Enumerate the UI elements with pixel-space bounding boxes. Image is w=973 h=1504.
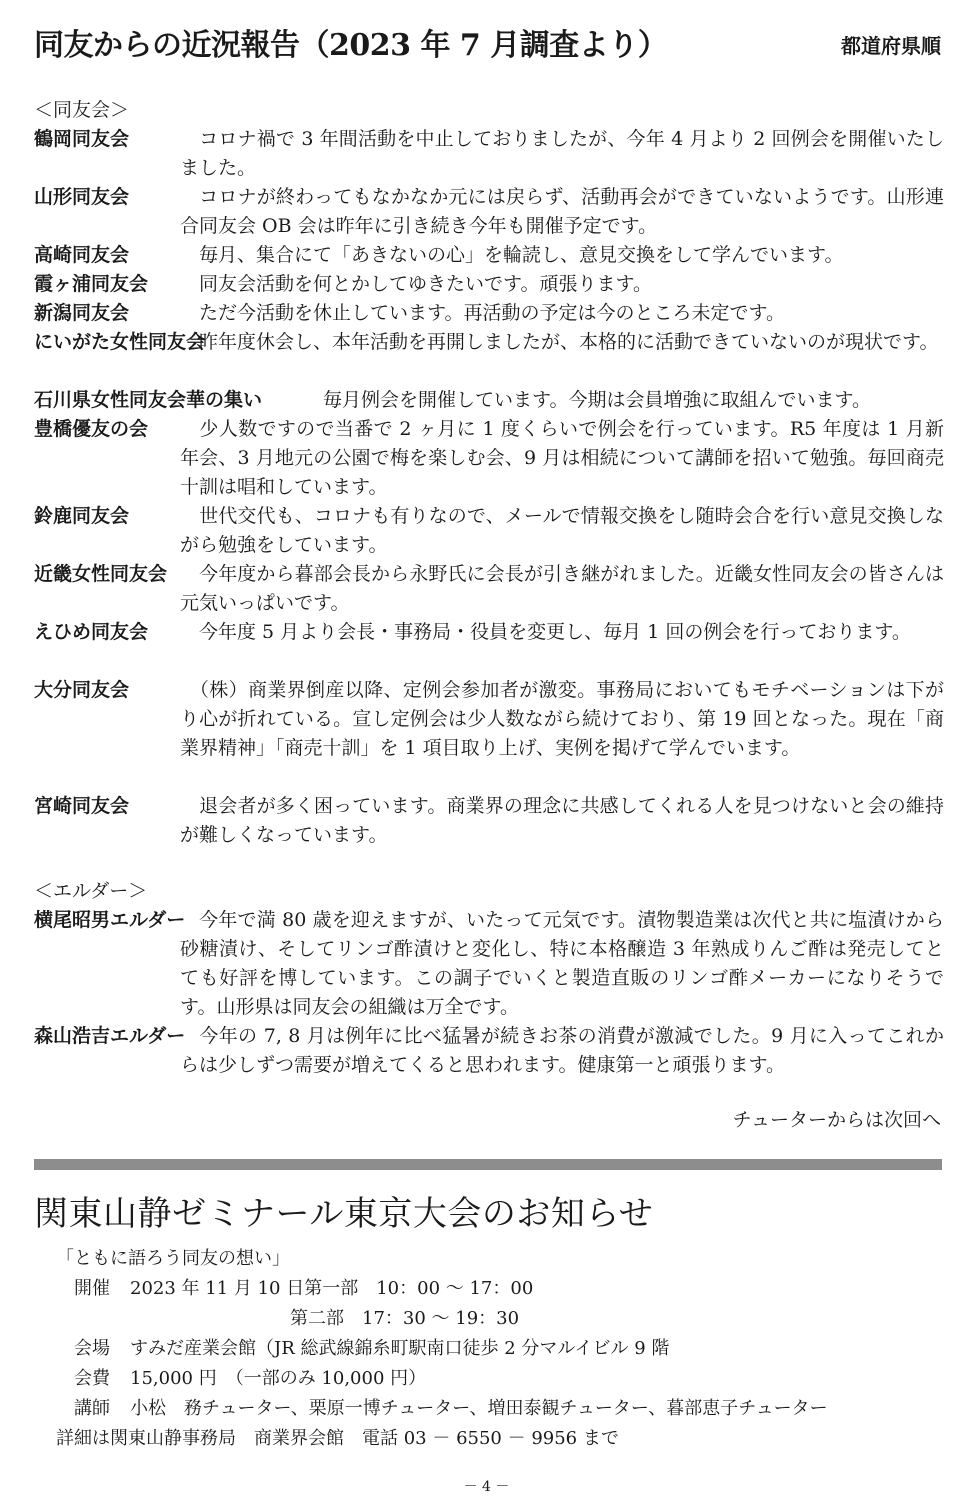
entry-text: （株）商業界倒産以降、定例会参加者が激変。事務局においてもモチベーションは下がり心が折れている。宣し定例会は少人数ながら続けており、第 19 回となった。現在「商業界精神」「商売十訓」を 1 項目取り上げ、実例を掲げて学んでいます。 [180,679,944,759]
entry-name: えひめ同友会 [34,621,149,643]
entry-name: 高崎同友会 [34,244,130,266]
entry-text: 今年度から暮部会長から永野氏に会長が引き継がれました。近畿女性同友会の皆さんは元気いっぱいです。 [180,563,944,614]
entry-text: 世代交代も、コロナも有りなので、メールで情報交換をし随時会合を行い意見交換しながら勉強をしています。 [180,505,944,556]
report-entry-takasaki [34,241,944,270]
entry-name: 豊橋優友の会 [34,418,149,440]
entry-name: 石川県女性同友会華の集い [34,389,263,411]
page-number: － 4 － [463,1479,510,1495]
entry-text: 毎月例会を開催しています。今期は会員増強に取組んでいます。 [304,389,871,411]
entry-text: コロナが終わってもなかなか元には戻らず、活動再会ができていないようです。山形連合同友会 OB 会は昨年に引き続き今年も開催予定です。 [180,186,944,237]
report-entry-tsuruoka [34,125,944,183]
event-fee-text: 15,000 円 （一部のみ 10,000 円） [130,1368,427,1389]
event-speakers-label: 講師 [74,1398,110,1419]
entry-text: 今年で満 80 歳を迎えますが、いたって元気です。漬物製造業は次代と共に塩漬けから砂糖漬け、そしてリンゴ酢漬けと変化し、特に本格醸造 3 年熟成りんご酢は発売してとても好評を博しています。この調子でいくと製造直販のリンゴ酢メーカーになりそうです。山形県は同友会の組織は万全です。 [180,909,944,1018]
entry-text: 今年度 5 月より会長・事務局・役員を変更し、毎月 1 回の例会を行っております。 [180,621,911,643]
entry-name: 森山浩吉エルダー [34,1025,186,1047]
event-title: 関東山静ゼミナール東京大会のお知らせ [34,1194,654,1234]
event-venue [74,1334,669,1360]
event-date-part2: 第二部 17：30 ～ 19：30 [290,1308,520,1329]
report-entry-ehime [34,618,944,647]
elder-heading: ＜エルダー＞ [34,880,148,902]
entry-text: 少人数ですので当番で 2 ヶ月に 1 度くらいで例会を行っています。R5 年度は 1 月新年会、3 月地元の公園で梅を楽しむ会、9 月は相続について講師を招いて勉強。毎回商売十訓は唱和しています。 [180,418,944,498]
entry-name: にいがた女性同友会 [34,331,206,353]
report-entry-niigata-women [34,328,944,357]
report-entry-kasumigaura [34,270,944,299]
event-fee [74,1364,426,1390]
entry-name: 横尾昭男エルダー [34,909,186,931]
report-entry-miyazaki [34,792,944,850]
report-entry-ishikawa-women [34,386,944,415]
section-divider [34,1159,942,1170]
entry-text: 毎月、集合にて「あきないの心」を輪読し、意見交換をして学んでいます。 [180,244,844,266]
event-date-part1: 2023 年 11 月 10 日第一部 10：00 ～ 17：00 [130,1278,534,1299]
entry-text: 同友会活動を何とかしてゆきたいです。頑張ります。 [180,273,652,295]
event-date-label: 開催 [74,1278,110,1299]
report-entry-yamagata [34,183,944,241]
entry-name: 山形同友会 [34,186,130,208]
continued-note: チューターからは次回へ [732,1109,941,1131]
entry-name: 大分同友会 [34,679,130,701]
entry-name: 鈴鹿同友会 [34,505,130,527]
report-entry-kinki-women [34,560,944,618]
entry-text: 退会者が多く困っています。商業界の理念に共感してくれる人を見つけないと会の維持が難しくなっています。 [180,795,944,846]
entry-text: ただ今活動を休止しています。再活動の予定は今のところ未定です。 [180,302,785,324]
event-theme: 「ともに語ろう同友の想い」 [56,1248,290,1269]
report-entry-toyohashi [34,415,944,502]
entry-name: 新潟同友会 [34,302,130,324]
entry-name: 霞ヶ浦同友会 [34,273,149,295]
entry-text: 昨年度休会し、本年活動を再開しましたが、本格的に活動できていないのが現状です。 [180,331,939,353]
report-entry-elder-moriyama [34,1022,944,1080]
report-entry-elder-yokoo [34,906,944,1022]
event-fee-label: 会費 [74,1368,110,1389]
entry-text: 今年の 7, 8 月は例年に比べ猛暑が続きお茶の消費が激減でした。9 月に入ってこれからは少しずつ需要が増えてくると思われます。健康第一と頑張ります。 [180,1025,944,1076]
event-speakers [74,1394,828,1420]
report-entry-oita [34,676,944,763]
event-venue-text: すみだ産業会館（JR 総武線錦糸町駅南口徒歩 2 分マルイビル 9 階 [130,1338,670,1359]
report-entry-suzuka [34,502,944,560]
entry-name: 宮崎同友会 [34,795,130,817]
sort-order-note: 都道府県順 [841,34,941,58]
entry-name: 近畿女性同友会 [34,563,168,585]
event-speakers-text: 小松 務チューター、栗原一博チューター、増田泰観チューター、暮部恵子チューター [130,1398,828,1419]
entry-name: 鶴岡同友会 [34,128,130,150]
doyukai-heading: ＜同友会＞ [34,99,130,121]
event-contact: 詳細は関東山静事務局 商業界会館 電話 03 － 6550 － 9956 まで [56,1428,619,1449]
entry-text: コロナ禍で 3 年間活動を中止しておりましたが、今年 4 月より 2 回例会を開催いたしました。 [180,128,944,179]
page-title: 同友からの近況報告（2023 年 7 月調査より） [34,28,668,63]
event-date [74,1274,533,1300]
event-venue-label: 会場 [74,1338,110,1359]
report-entry-niigata [34,299,944,328]
